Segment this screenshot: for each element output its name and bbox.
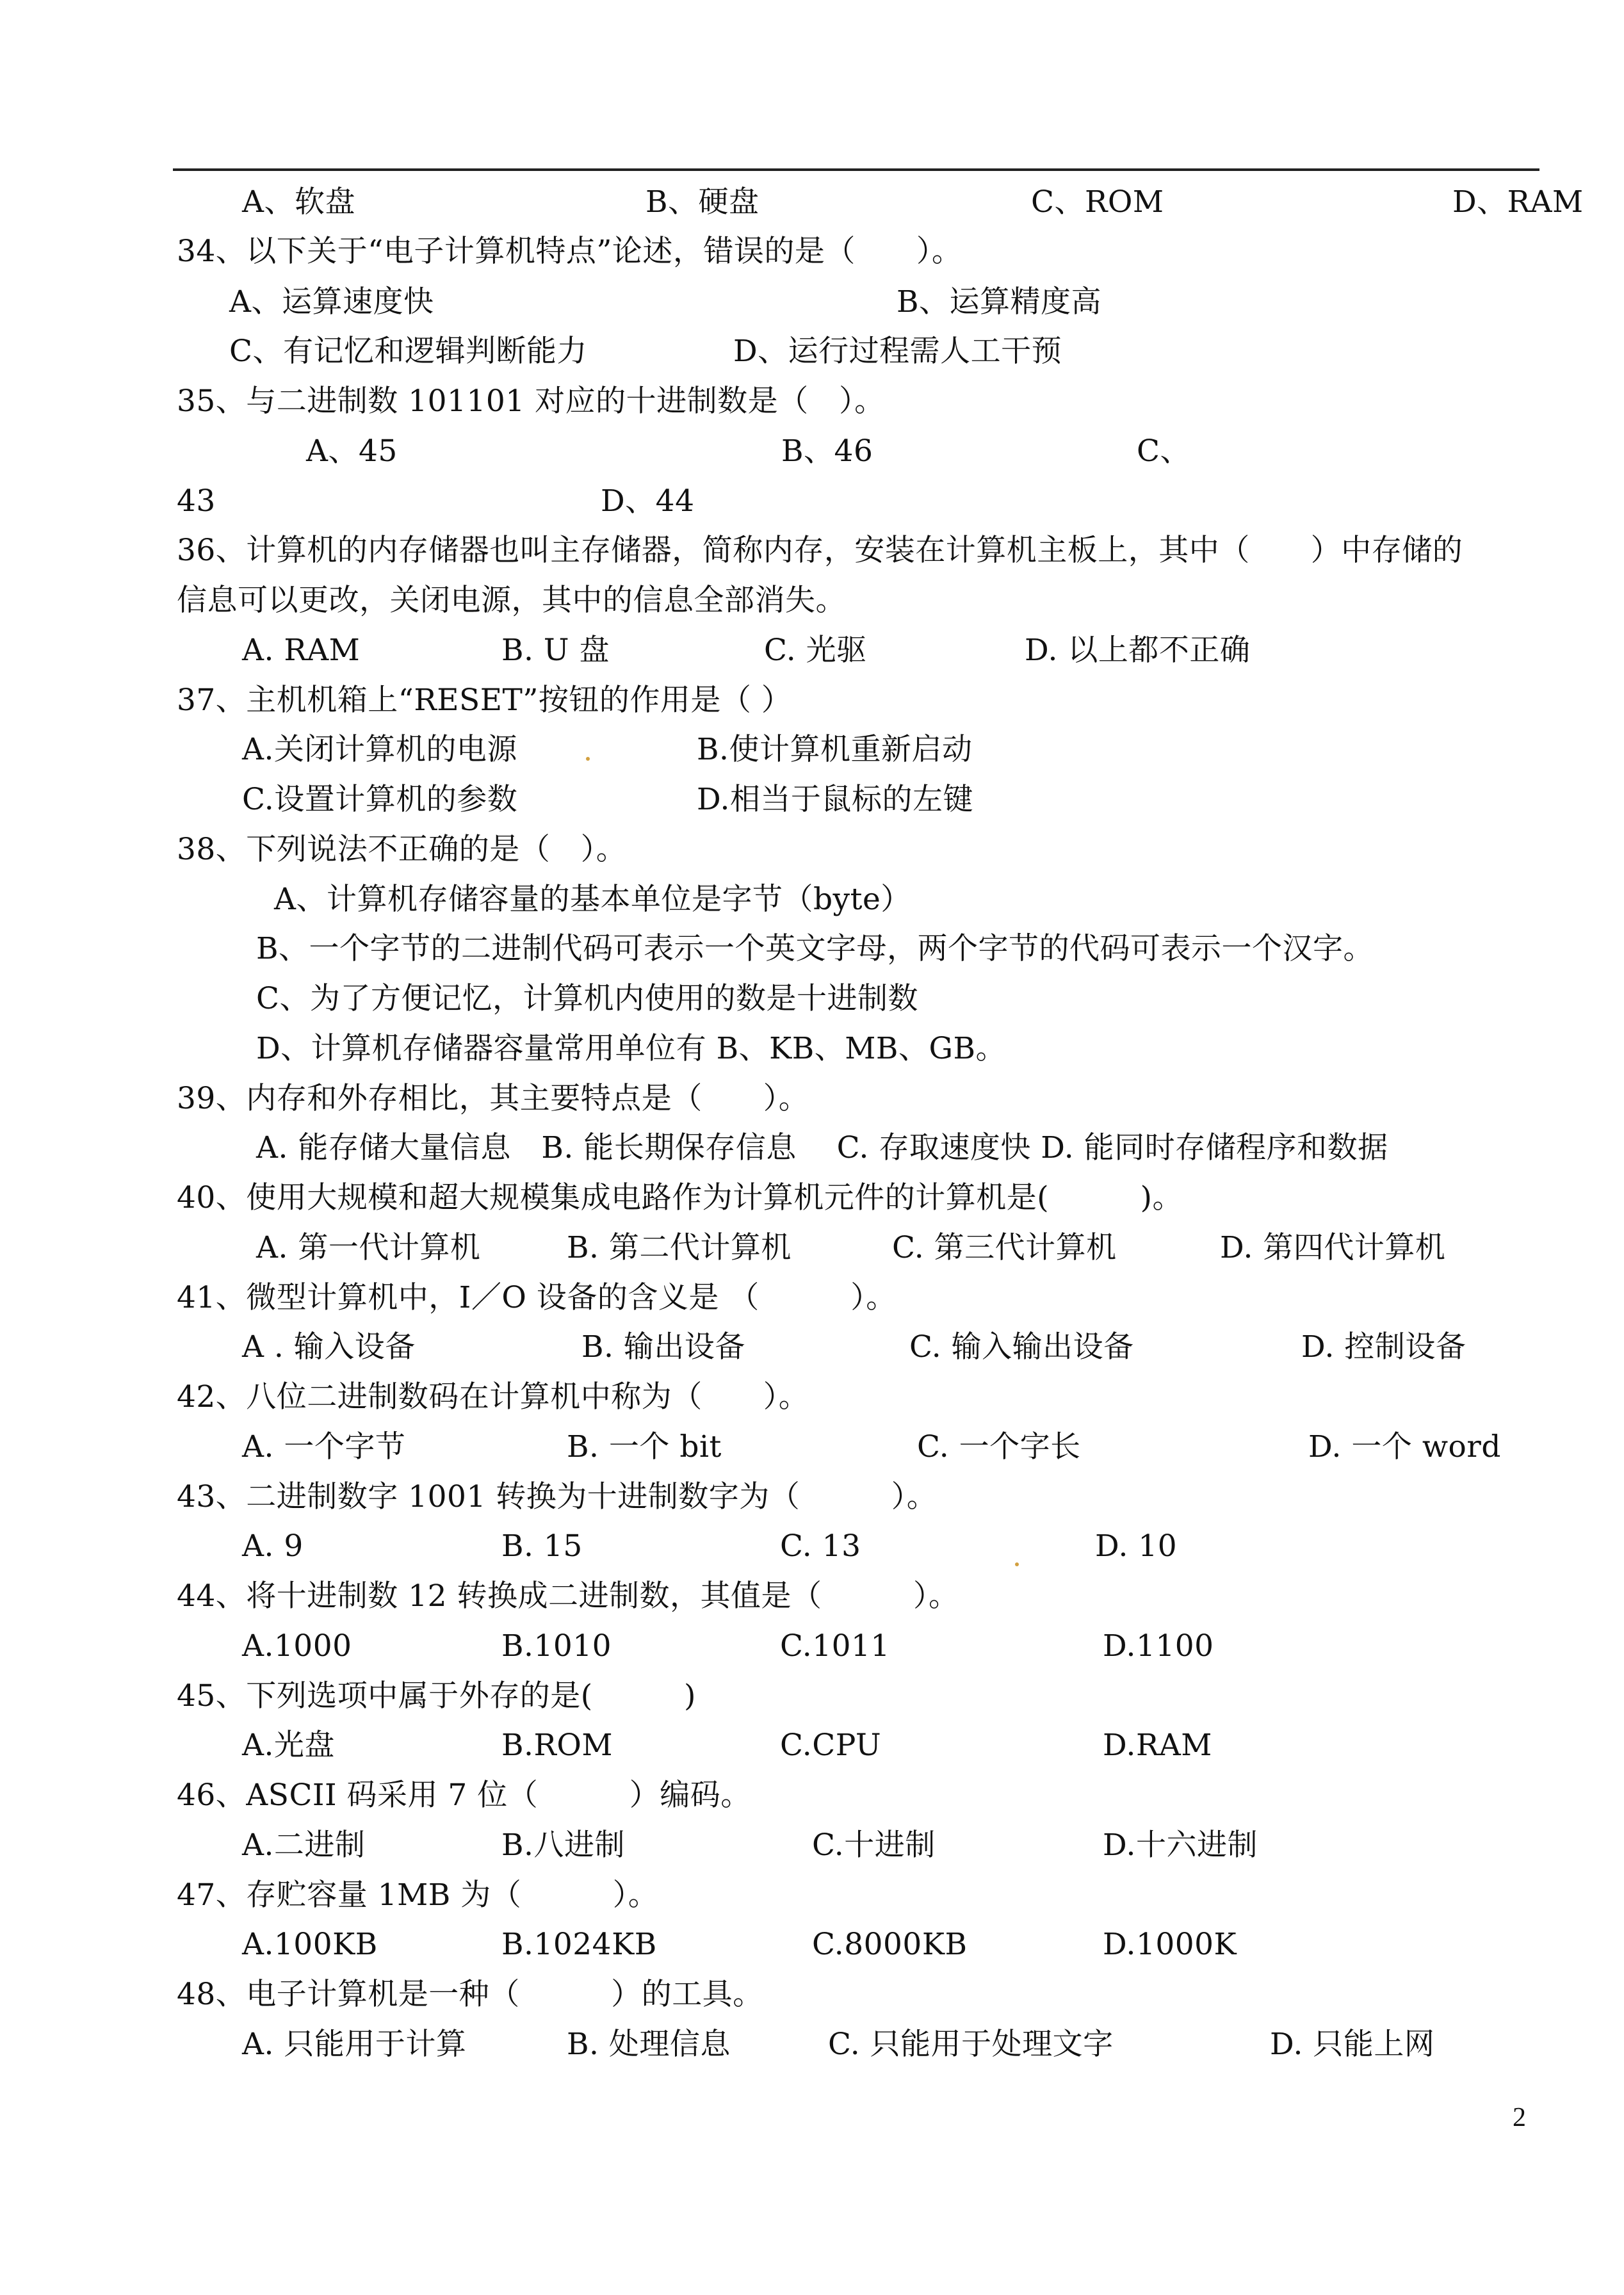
option-a: A. 只能用于计算 [242, 2027, 467, 2062]
option-a: A、运算速度快 [229, 284, 434, 320]
option-a: C.设置计算机的参数 [242, 782, 518, 817]
question-text: 34、以下关于“电子计算机特点”论述，错误的是（ ）。 [177, 234, 962, 269]
option-a: A . 输入设备 [242, 1329, 416, 1365]
option-b: D.相当于鼠标的左键 [697, 782, 973, 817]
question-text: B、一个字节的二进制代码可表示一个英文字母，两个字节的代码可表示一个汉字。 [256, 931, 1374, 966]
speck-mark [586, 757, 590, 761]
option-d: D. 10 [1095, 1529, 1178, 1564]
option-a: C、有记忆和逻辑判断能力 [229, 334, 587, 369]
option-b: B、46 [781, 434, 873, 469]
question-text: 38、下列说法不正确的是（ ）。 [177, 832, 627, 867]
page-number: 2 [1513, 2103, 1526, 2132]
option-b: D、运行过程需人工干预 [733, 334, 1062, 369]
question-text: D、计算机存储器容量常用单位有 B、KB、MB、GB。 [256, 1031, 1007, 1066]
option-c: C. 输入输出设备 [909, 1329, 1134, 1365]
question-text: 46、ASCII 码采用 7 位（ ）编码。 [177, 1778, 751, 1813]
option-b: D、44 [601, 483, 695, 519]
option-d: D. 一个 word [1308, 1429, 1501, 1464]
question-text: 43、二进制数字 1001 转换为十进制数字为（ ）。 [177, 1479, 938, 1514]
question-text: 40、使用大规模和超大规模集成电路作为计算机元件的计算机是( )。 [177, 1180, 1183, 1215]
option-c: C. 一个字长 [917, 1429, 1081, 1464]
option-a: A.100KB [242, 1927, 378, 1962]
option-c: C.1011 [780, 1628, 890, 1664]
question-text: 44、将十进制数 12 转换成二进制数，其值是（ ）。 [177, 1578, 959, 1614]
option-c: C. 光驱 [764, 633, 867, 668]
option-d: D.十六进制 [1103, 1828, 1258, 1863]
question-text: 36、计算机的内存储器也叫主存储器，简称内存，安装在计算机主板上，其中（ ）中存储的 [177, 533, 1463, 568]
option-d: D. 只能上网 [1270, 2027, 1435, 2062]
question-text: 39、内存和外存相比，其主要特点是（ ）。 [177, 1081, 809, 1116]
question-text: 42、八位二进制数码在计算机中称为（ ）。 [177, 1379, 809, 1415]
question-text: 41、微型计算机中，I／O 设备的含义是 （ ）。 [177, 1280, 897, 1315]
option-a: A. 第一代计算机 [256, 1230, 481, 1265]
option-a: A. RAM [242, 633, 361, 668]
option-c: C.CPU [780, 1728, 882, 1763]
question-text: 48、电子计算机是一种（ ）的工具。 [177, 1977, 763, 2012]
option-d: D.1000K [1103, 1927, 1237, 1962]
option-b: B、硬盘 [646, 184, 759, 220]
option-b: B. 15 [501, 1529, 583, 1564]
option-d: D.RAM [1103, 1728, 1212, 1763]
option-a: A. 9 [242, 1529, 304, 1564]
option-c: C. 第三代计算机 [892, 1230, 1117, 1265]
option-b: B. 输出设备 [581, 1329, 745, 1365]
option-a: A、软盘 [242, 184, 355, 220]
option-d: D. 控制设备 [1301, 1329, 1466, 1365]
option-a: A. 一个字节 [242, 1429, 406, 1464]
option-c: C. 13 [780, 1529, 861, 1564]
option-c: C.8000KB [812, 1927, 968, 1962]
option-d: D. 以上都不正确 [1025, 633, 1251, 668]
option-a: A.1000 [242, 1628, 352, 1664]
question-text: A. 能存储大量信息 B. 能长期保存信息 C. 存取速度快 D. 能同时存储程序和数据 [256, 1130, 1388, 1165]
speck-mark [1015, 1562, 1019, 1566]
header-rule [173, 168, 1539, 171]
question-text: 47、存贮容量 1MB 为（ ）。 [177, 1877, 659, 1913]
question-text: 35、与二进制数 101101 对应的十进制数是（ ）。 [177, 384, 885, 419]
option-c: C、ROM [1031, 184, 1164, 220]
option-b: B.1024KB [501, 1927, 657, 1962]
option-b: B.八进制 [501, 1828, 625, 1863]
option-a: A.二进制 [242, 1828, 366, 1863]
option-a: A.光盘 [242, 1728, 335, 1763]
option-b: B.使计算机重新启动 [697, 732, 973, 767]
option-d: D.1100 [1103, 1628, 1214, 1664]
option-a: 43 [177, 483, 216, 519]
question-text: A、计算机存储容量的基本单位是字节（byte） [274, 882, 911, 917]
option-b: B、运算精度高 [897, 284, 1102, 320]
question-text: 信息可以更改，关闭电源，其中的信息全部消失。 [177, 583, 846, 618]
option-b: B. 第二代计算机 [567, 1230, 792, 1265]
option-b: B. 一个 bit [567, 1429, 722, 1464]
option-a: A、45 [306, 434, 398, 469]
option-c: C、 [1137, 434, 1190, 469]
option-c: C.十进制 [812, 1828, 936, 1863]
option-c: C. 只能用于处理文字 [828, 2027, 1114, 2062]
option-a: A.关闭计算机的电源 [242, 732, 517, 767]
question-text: C、为了方便记忆，计算机内使用的数是十进制数 [256, 981, 918, 1016]
option-b: B.1010 [501, 1628, 612, 1664]
option-d: D、RAM [1452, 184, 1584, 220]
option-b: B. U 盘 [501, 633, 610, 668]
option-d: D. 第四代计算机 [1220, 1230, 1446, 1265]
question-text: 45、下列选项中属于外存的是( ) [177, 1678, 696, 1714]
option-b: B.ROM [501, 1728, 613, 1763]
option-b: B. 处理信息 [567, 2027, 731, 2062]
question-text: 37、主机机箱上“RESET”按钮的作用是（ ） [177, 683, 792, 718]
